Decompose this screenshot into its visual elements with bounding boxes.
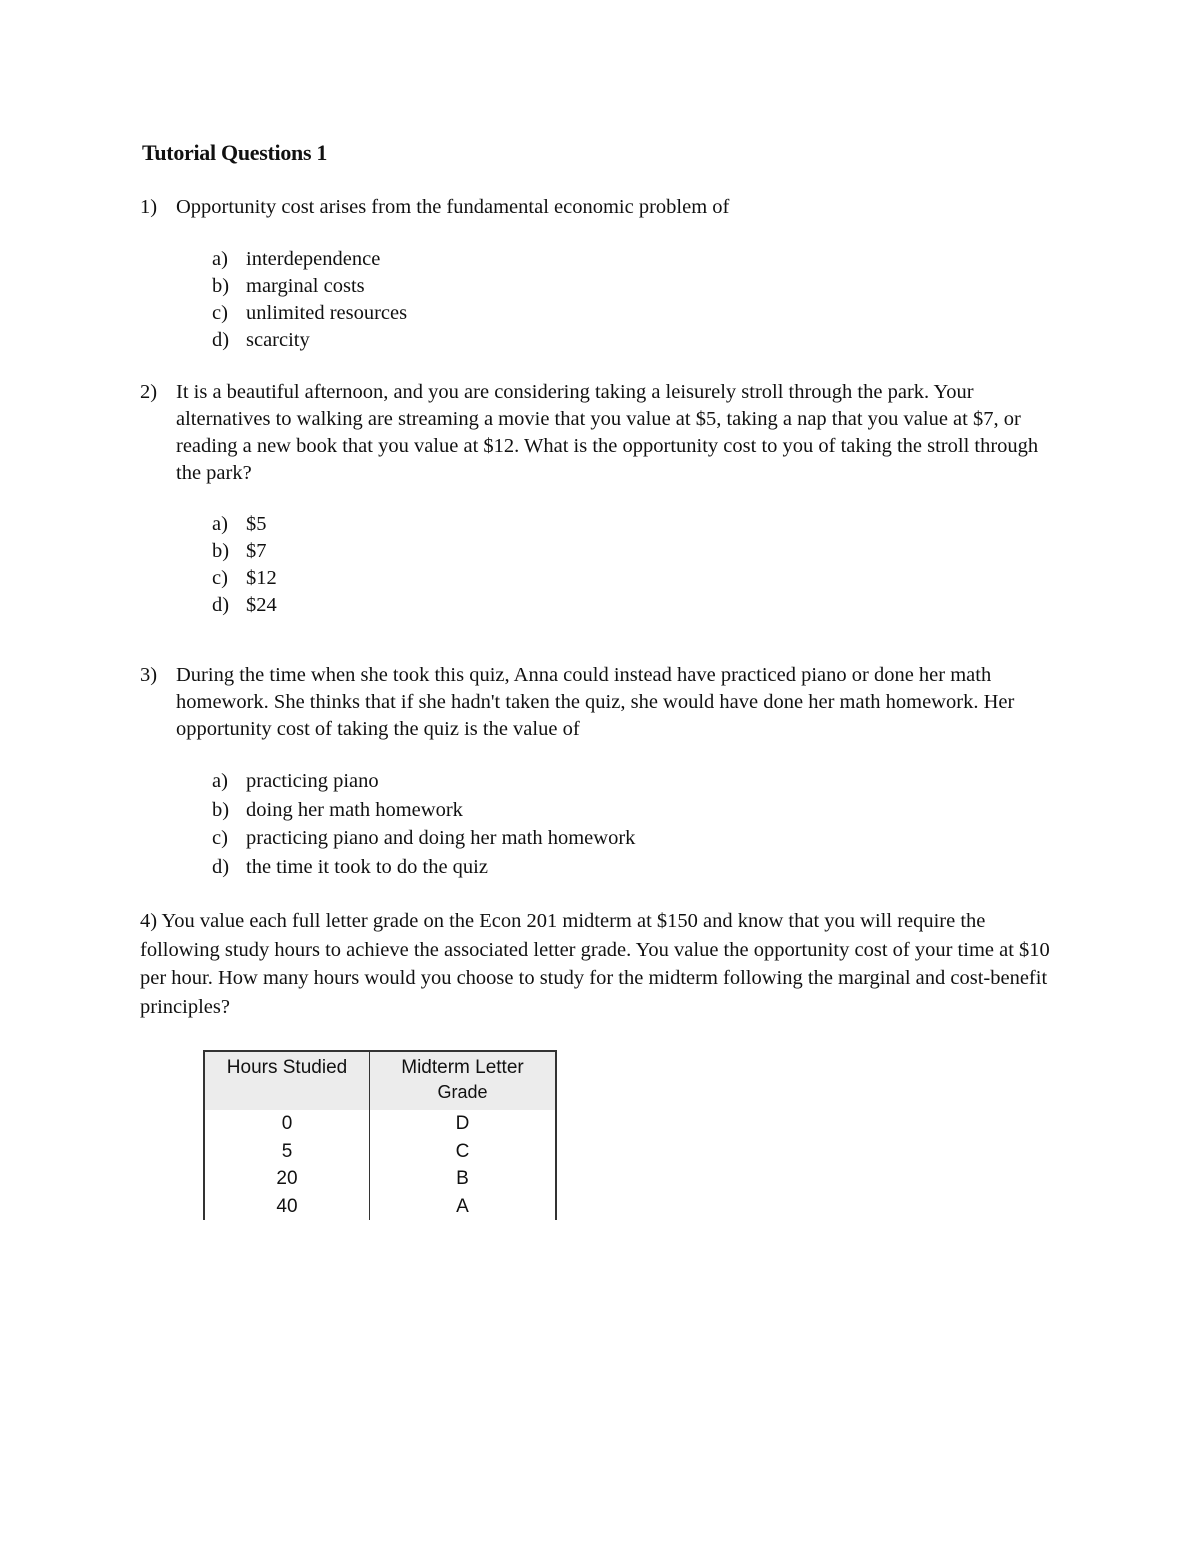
question-number: 2) — [140, 381, 158, 403]
option-letter: d) — [212, 329, 230, 351]
option-letter: a) — [212, 513, 228, 535]
option-letter: a) — [212, 770, 228, 792]
table-header-row — [204, 1051, 556, 1110]
table-row — [204, 1138, 556, 1166]
header-grade-line1: Midterm Letter — [401, 1057, 524, 1078]
hours-cell: 40 — [204, 1193, 370, 1221]
option-letter: b) — [212, 798, 230, 821]
hours-cell: 5 — [204, 1138, 370, 1166]
question-text: During the time when she took this quiz, Anna could instead have practiced piano or done her math homework. She thinks that if she hadn't taken the quiz, she would have done her math homework. Her opportunity cost of taking the quiz is the value of — [176, 664, 1015, 740]
option-text: practicing piano — [246, 770, 379, 792]
grades-table — [203, 1050, 557, 1220]
option-text: marginal costs — [246, 275, 365, 297]
option-text: practicing piano and doing her math homework — [246, 827, 636, 849]
question-4 — [140, 907, 1060, 1021]
option-letter: c) — [212, 567, 228, 589]
table-row — [204, 1110, 556, 1138]
question-text: It is a beautiful afternoon, and you are considering taking a leisurely stroll through the park. Your alternatives to walking are streaming a movie that you value at $5, taking a nap that you value at $7, or reading a new book that you value at $12. What is the opportunity cost to you of taking the stroll through the park? — [176, 381, 1039, 484]
option-text: interdependence — [246, 248, 381, 270]
question-number: 1) — [140, 196, 158, 218]
study-hours-table — [203, 1050, 557, 1215]
table-row — [204, 1165, 556, 1193]
grade-cell: D — [370, 1110, 557, 1138]
option-text: $24 — [246, 594, 277, 616]
page-title: Tutorial Questions 1 — [142, 140, 328, 165]
option-letter: c) — [212, 827, 228, 849]
grade-cell: B — [370, 1165, 557, 1193]
question-number: 3) — [140, 664, 158, 686]
question-text: 4) You value each full letter grade on the Econ 201 midterm at $150 and know that you will require the following study hours to achieve the associated letter grade. You value the opportunity cost of your time at $10 per hour. How many hours would you choose to study for the midterm following the marginal and cost-benefit principles? — [140, 910, 1050, 1018]
option-letter: d) — [212, 855, 230, 878]
option-text: the time it took to do the quiz — [246, 855, 488, 878]
option-text: scarcity — [246, 329, 310, 351]
hours-cell: 0 — [204, 1110, 370, 1138]
header-hours-studied: Hours Studied — [204, 1051, 370, 1110]
grade-cell: C — [370, 1138, 557, 1166]
option-letter: b) — [212, 275, 230, 297]
header-midterm-grade — [370, 1051, 557, 1110]
option-letter: d) — [212, 594, 230, 616]
option-text: doing her math homework — [246, 798, 463, 821]
option-text: $12 — [246, 567, 277, 589]
grade-cell: A — [370, 1193, 557, 1221]
question-2 — [140, 379, 1060, 487]
option-letter: b) — [212, 540, 230, 562]
question-3 — [140, 662, 1060, 743]
question-1 — [140, 194, 1060, 221]
option-text: unlimited resources — [246, 302, 408, 324]
option-text: $5 — [246, 513, 267, 535]
table-row — [204, 1193, 556, 1221]
option-letter: a) — [212, 248, 228, 270]
option-text: $7 — [246, 540, 267, 562]
hours-cell: 20 — [204, 1165, 370, 1193]
question-text: Opportunity cost arises from the fundamental economic problem of — [176, 196, 730, 218]
header-grade-line2: Grade — [437, 1082, 488, 1102]
option-letter: c) — [212, 302, 228, 324]
